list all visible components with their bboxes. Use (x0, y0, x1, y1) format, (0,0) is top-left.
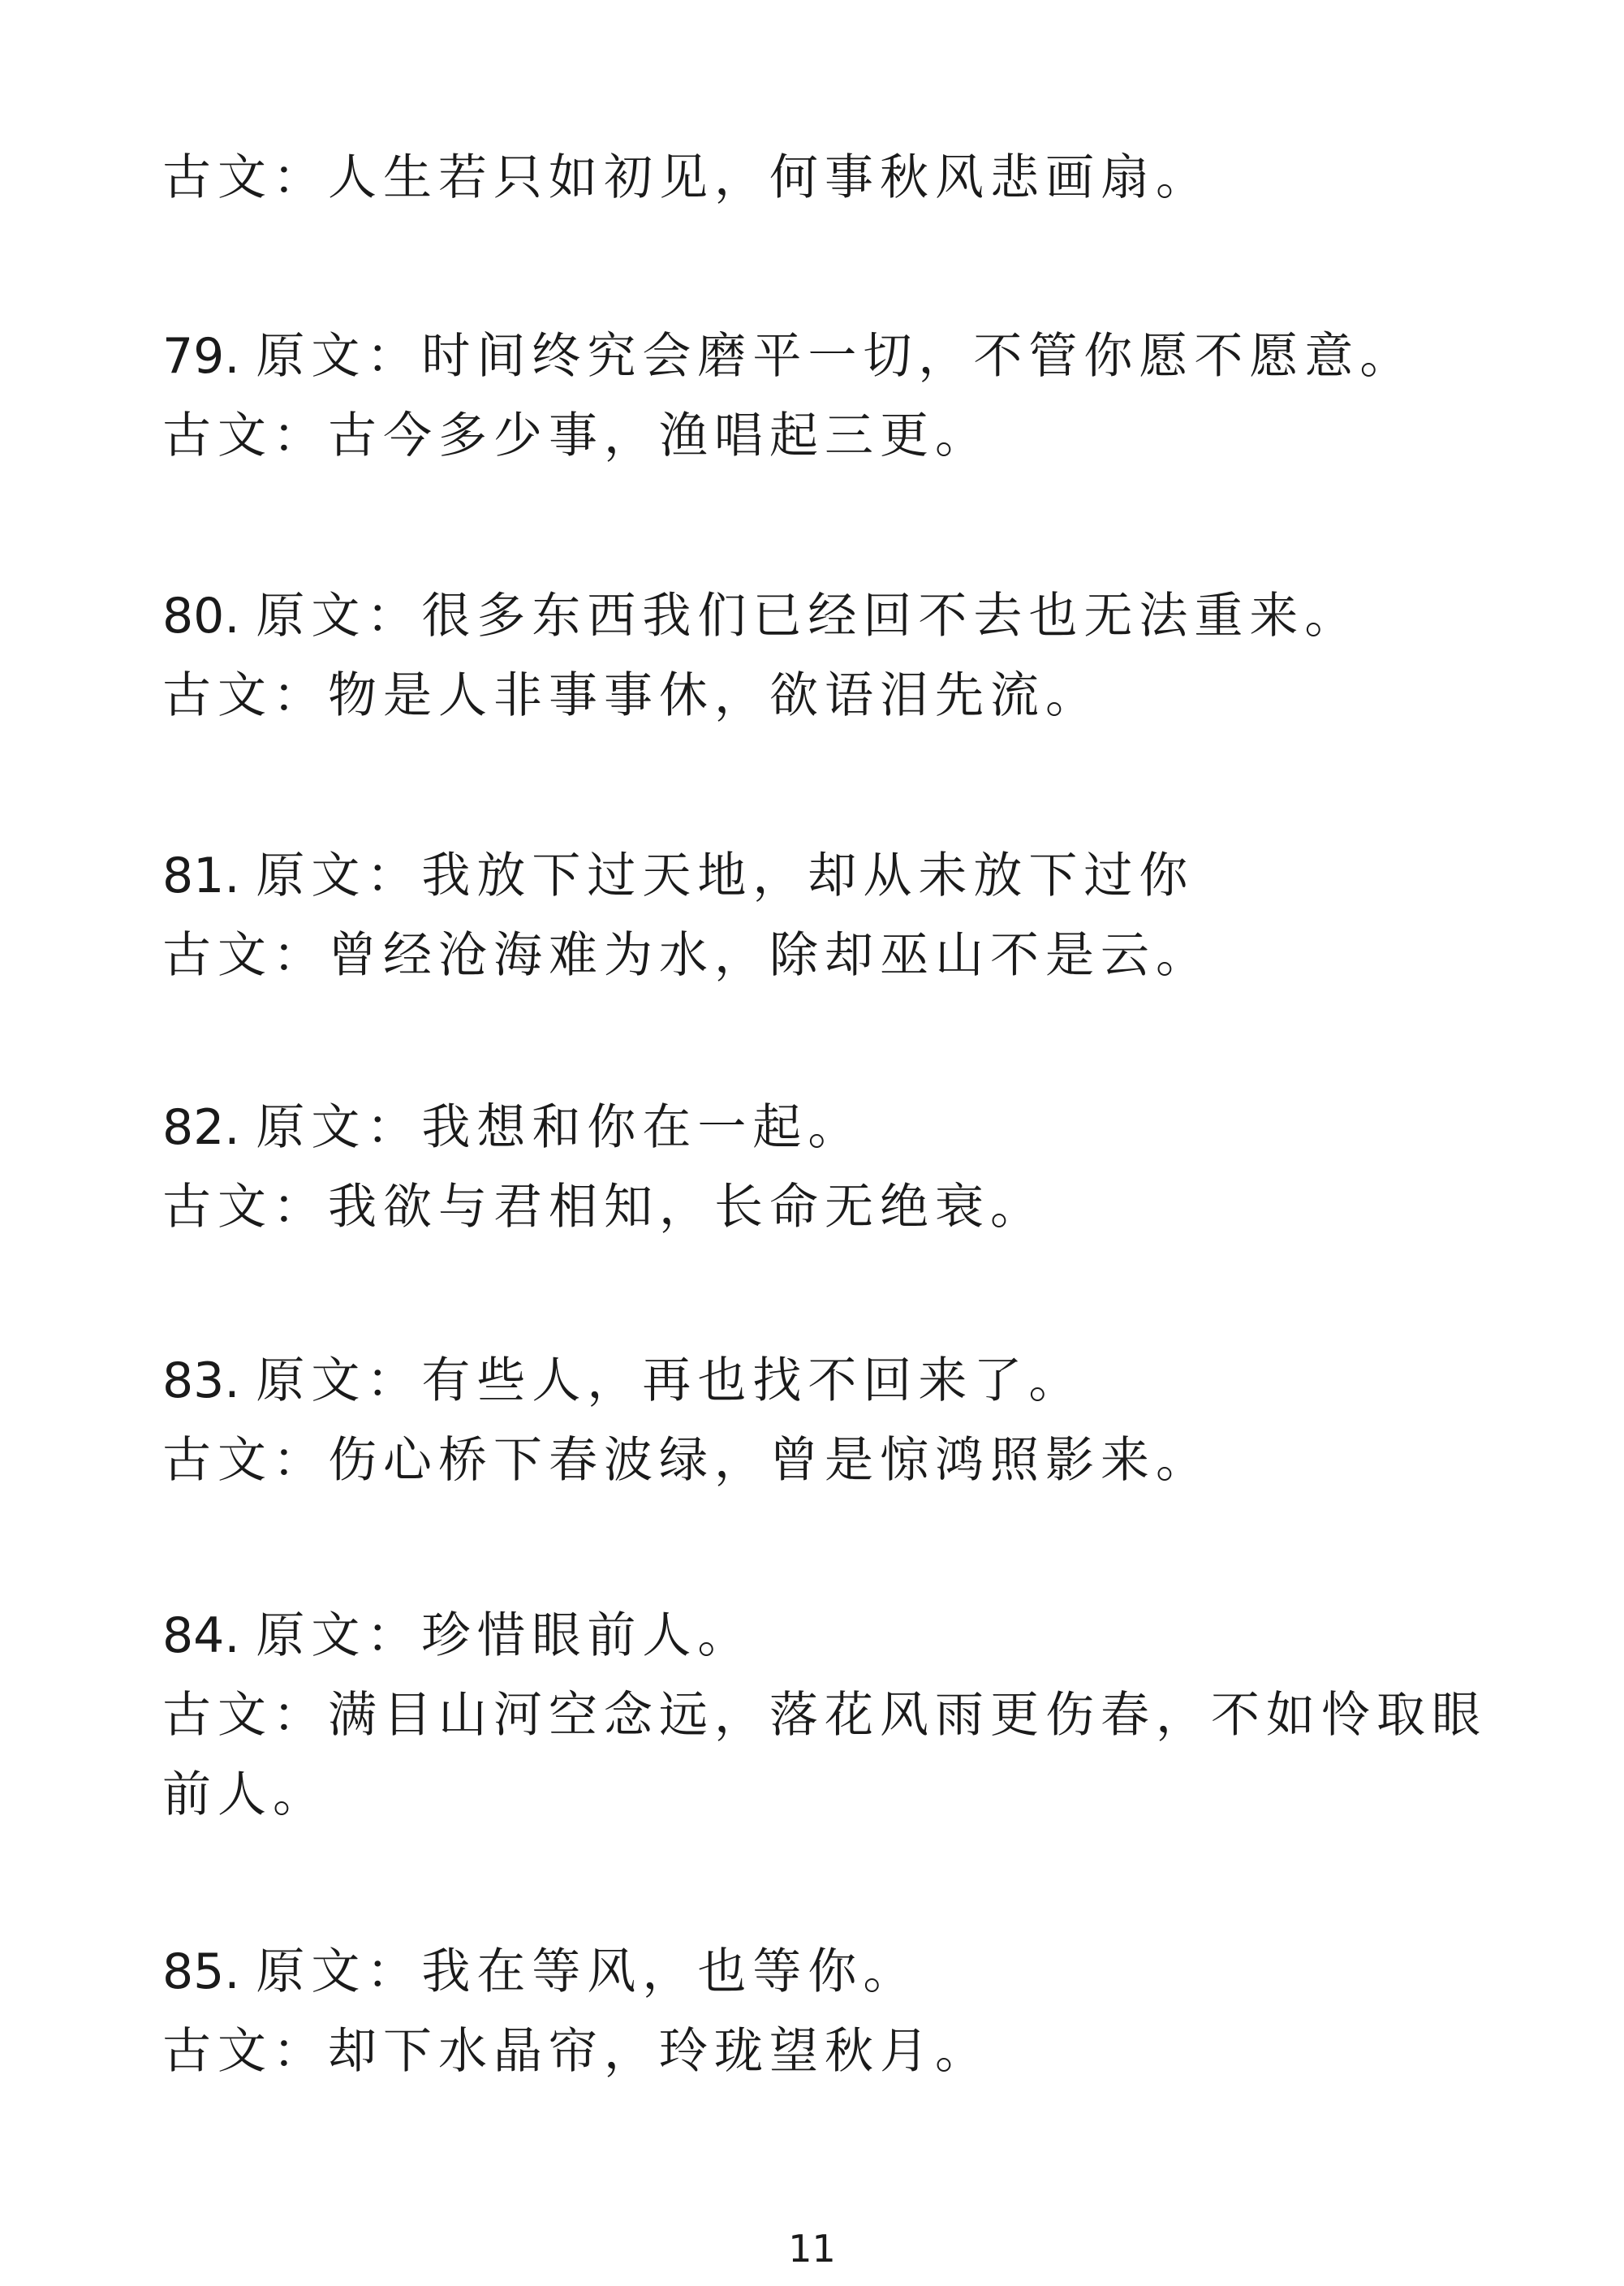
entry-83-original (162, 1341, 1493, 1421)
entry-number: 84. (162, 1607, 240, 1664)
entry-79-original (162, 317, 1493, 396)
entry-81-classical: 古文：曾经沧海难为水，除却巫山不是云。 (162, 927, 1211, 984)
entry-85-original (162, 1932, 1493, 2012)
original-text: 原文：时间终究会磨平一切，不管你愿不愿意。 (256, 328, 1415, 385)
entry-81-original (162, 836, 1493, 916)
entry-80-classical: 古文：物是人非事事休，欲语泪先流。 (162, 667, 1101, 724)
entry-82-classical: 古文：我欲与君相知，长命无绝衰。 (162, 1179, 1045, 1236)
page-number: 11 (788, 2227, 836, 2271)
original-text: 原文：我想和你在一起。 (256, 1099, 864, 1156)
entry-number: 85. (162, 1943, 240, 2000)
original-text: 原文：我放下过天地，却从未放下过你 (256, 848, 1195, 904)
entry-85-classical: 古文：却下水晶帘，玲珑望秋月。 (162, 2023, 990, 2080)
original-text: 原文：我在等风，也等你。 (256, 1943, 919, 2000)
entry-number: 81. (162, 848, 240, 904)
entry-80-original (162, 576, 1493, 656)
classical-line-78: 古文：人生若只如初见，何事秋风悲画扇。 (162, 149, 1211, 206)
entry-number: 80. (162, 588, 240, 645)
entry-number: 79. (162, 328, 240, 385)
entry-82-original (162, 1088, 1493, 1167)
original-text: 原文：有些人，再也找不回来了。 (256, 1352, 1084, 1409)
entry-79-classical: 古文：古今多少事，渔唱起三更。 (162, 408, 990, 464)
entry-83-classical: 古文：伤心桥下春波绿，曾是惊鸿照影来。 (162, 1432, 1211, 1489)
entry-number: 82. (162, 1099, 240, 1156)
original-text: 原文：很多东西我们已经回不去也无法重来。 (256, 588, 1360, 645)
entry-number: 83. (162, 1352, 240, 1409)
entry-84-original (162, 1596, 1493, 1676)
original-text: 原文：珍惜眼前人。 (256, 1607, 753, 1664)
entry-84-classical: 古文：满目山河空念远，落花风雨更伤春，不如怜取眼前人。 (162, 1687, 1487, 1823)
